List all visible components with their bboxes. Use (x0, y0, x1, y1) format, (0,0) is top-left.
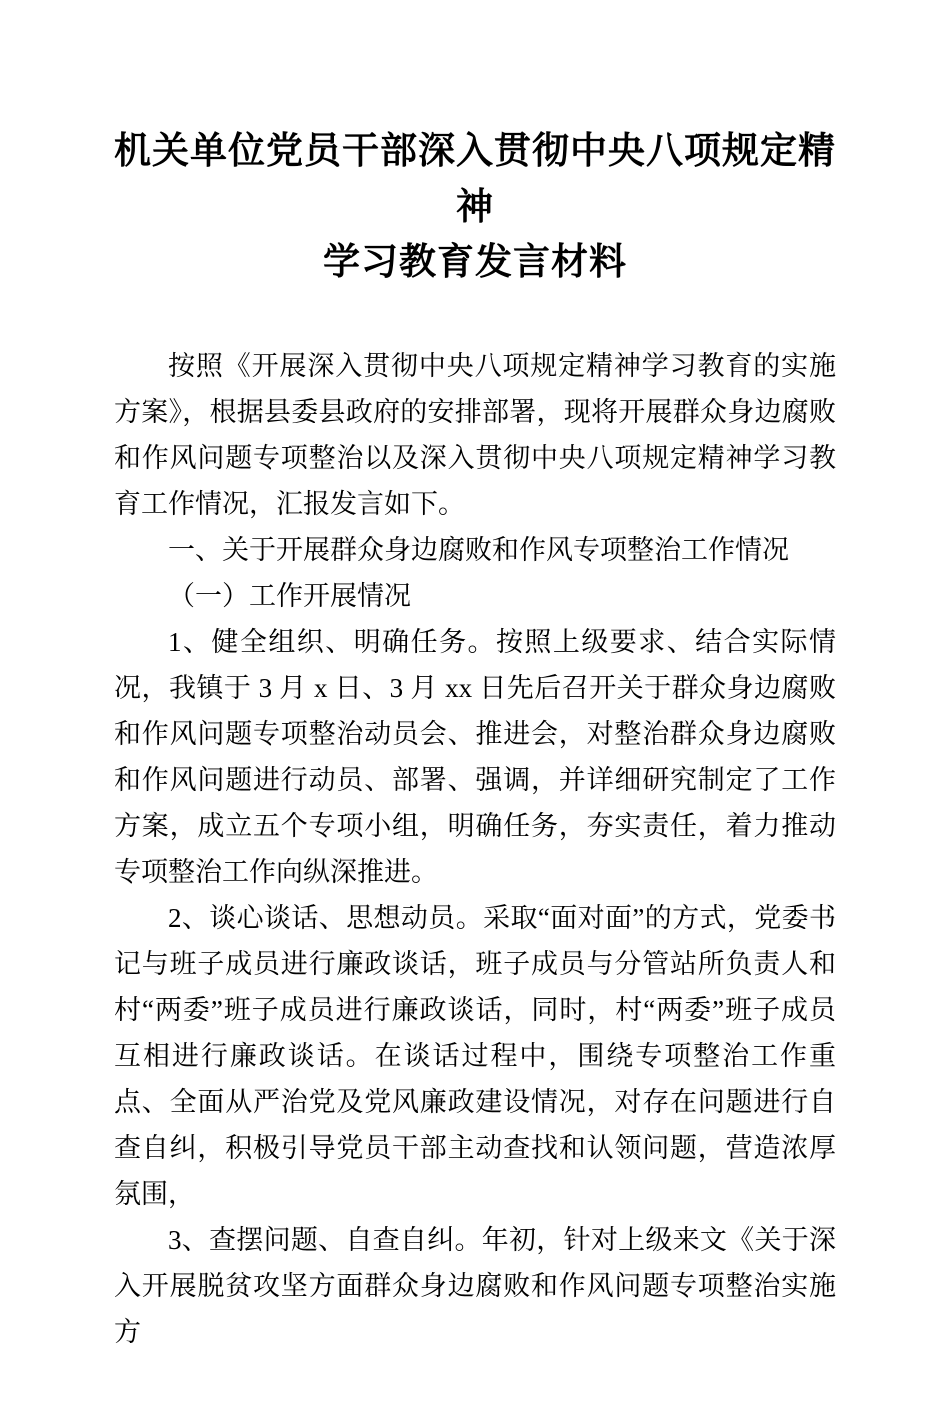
paragraph-item-1: 1、健全组织、明确任务。按照上级要求、结合实际情况，我镇于 3 月 x 日、3 月 xx 日先后召开关于群众身边腐败和作风问题专项整治动员会、推进会，对整治群众身边腐败和作风问题进行动员、部署、强调，并详细研究制定了工作方案，成立五个专项小组，明确任务，夯实责任，着力推动专项整治工作向纵深推进。 (114, 626, 836, 887)
document-title-line-1: 机关单位党员干部深入贯彻中央八项规定精神 (114, 131, 836, 228)
paragraph-item-2: 2、谈心谈话、思想动员。采取“面对面”的方式，党委书记与班子成员进行廉政谈话，班子成员与分管站所负责人和村“两委”班子成员进行廉政谈话，同时，村“两委”班子成员互相进行廉政谈话。在谈话过程中，围绕专项整治工作重点、全面从严治党及党风廉政建设情况，对存在问题进行自查自纠，积极引导党员干部主动查找和认领问题，营造浓厚氛围， (114, 902, 836, 1209)
paragraph-intro: 按照《开展深入贯彻中央八项规定精神学习教育的实施方案》，根据县委县政府的安排部署，现将开展群众身边腐败和作风问题专项整治以及深入贯彻中央八项规定精神学习教育工作情况，汇报发言如下。 (114, 350, 836, 519)
document-title (114, 124, 836, 291)
document-body (114, 343, 836, 1355)
subsection-heading-1-1: （一）工作开展情况 (168, 580, 411, 611)
document-title-line-2: 学习教育发言材料 (323, 242, 627, 283)
paragraph-item-3: 3、查摆问题、自查自纠。年初，针对上级来文《关于深入开展脱贫攻坚方面群众身边腐败和作风问题专项整治实施方 (114, 1224, 836, 1347)
section-heading-1: 一、关于开展群众身边腐败和作风专项整治工作情况 (168, 534, 789, 565)
